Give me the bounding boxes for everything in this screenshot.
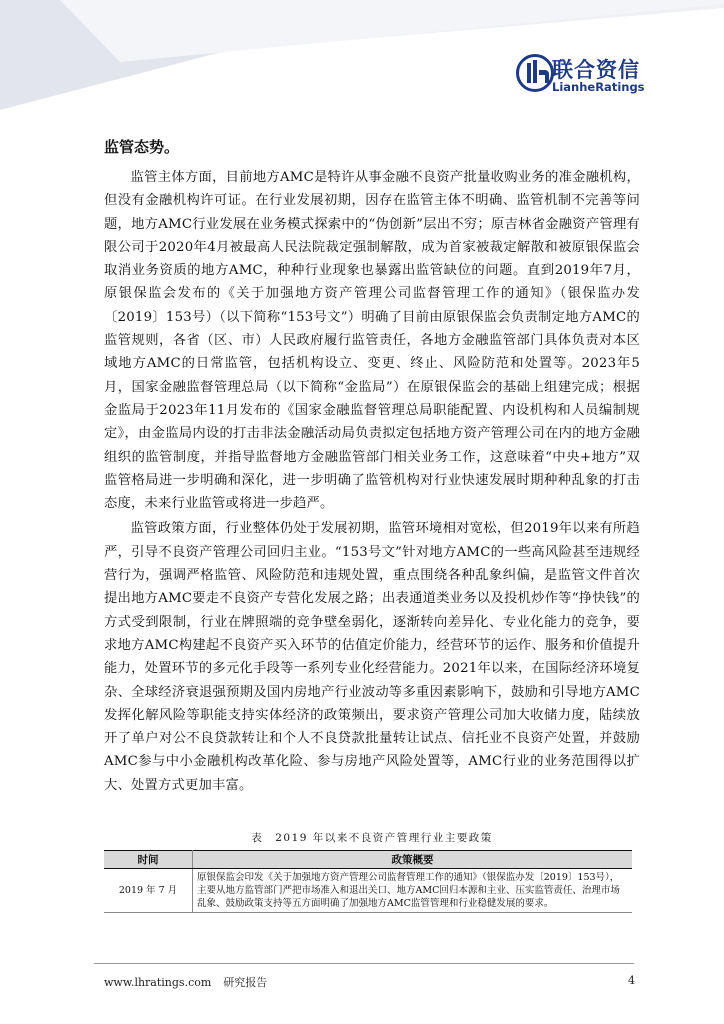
paragraph-regulatory-subject: 监管主体方面，目前地方AMC是特许从事金融不良资产批量收购业务的准金融机构，但没有金融机构许可证。在行业发展初期，因存在监管主体不明确、监管机制不完善等问题，地方AMC行业发展在业务模式探索中的“伪创新”层出不穷；原吉林省金融资产管理有限公司于2020年4月被最高人民法院裁定强制解散，成为首家被裁定解散和被原银保监会取消业务资质的地方AMC，种种行业现象也暴露出监管缺位的问题。直到2019年7月，原银保监会发布的《关于加强地方资产管理公司监督管理工作的通知》（银保监办发〔2019〕153号）（以下简称“153号文”）明确了目前由原银保监会负责制定地方AMC的监管规则，各省（区、市）人民政府履行监管责任，各地方金融监管部门具体负责对本区域地方AMC的日常监管，包括机构设立、变更、终止、风险防范和处置等。2023年5月，国家金融监督管理总局（以下简称“金监局”）在原银保监会的基础上组建完成；根据金监局于2023年11月发布的《国家金融监督管理总局职能配置、内设机构和人员编制规定》，由金监局内设的打击非法金融活动局负责拟定包括地方资产管理公司在内的地方金融组织的监管制度，并指导监督地方金融监管部门相关业务工作，这意味着“中央+地方”双监管格局进一步明确和深化，进一步明确了监管机构对行业快速发展时期种种乱象的打击态度，未来行业监管或将进一步趋严。 xyxy=(104,170,640,512)
table-caption: 表 2019 年以来不良资产管理行业主要政策 xyxy=(251,832,493,844)
table-cell-time: 2019 年 7 月 xyxy=(104,869,193,913)
footer-left xyxy=(104,974,267,990)
table-header-row xyxy=(104,851,632,869)
section-heading: 监管态势。 xyxy=(104,138,180,156)
footer-divider xyxy=(94,963,634,964)
footer-url[interactable]: www.lhratings.com xyxy=(104,976,212,989)
table-cell-summary: 原银保监会印发《关于加强地方资产管理公司监督管理工作的通知》（银保监办发〔2019〕153号），主要从地方监管部门严把市场准入和退出关口、地方AMC回归本源和主业、压实监管责任、治理市场乱象、鼓励政策支持等五方面明确了加强地方AMC监管管理和行业稳健发展的要求。 xyxy=(193,869,633,913)
page-number: 4 xyxy=(628,974,635,987)
table-row xyxy=(104,869,632,913)
main-content xyxy=(104,134,640,797)
logo-english-name: LianheRatings xyxy=(552,80,645,94)
logo-chinese-name: 联合资信 xyxy=(552,58,640,82)
policy-table xyxy=(104,850,632,913)
column-header-time: 时间 xyxy=(104,851,193,869)
column-header-summary: 政策概要 xyxy=(193,851,633,869)
paragraph-regulatory-policy: 监管政策方面，行业整体仍处于发展初期，监管环境相对宽松，但2019年以来有所趋严，引导不良资产管理公司回归主业。“153号文”针对地方AMC的一些高风险甚至违规经营行为，强调严格监管、风险防范和违规处置，重点围绕各种乱象纠偏，是监管文件首次提出地方AMC要走不良资产专营化发展之路；出表通道类业务以及投机炒作等“挣快钱”的方式受到限制，行业在牌照端的竞争壁垒弱化，逐渐转向差异化、专业化能力的竞争，要求地方AMC构建起不良资产买入环节的估值定价能力，经营环节的运作、服务和价值提升能力，处置环节的多元化手段等一系列专业化经营能力。2021年以来，在国际经济环境复杂、全球经济衰退强预期及国内房地产行业波动等多重因素影响下，鼓励和引导地方AMC发挥化解风险等职能支持实体经济的政策频出，要求资产管理公司加大收储力度，陆续放开了单户对公不良贷款转让和个人不良贷款批量转让试点、信托业不良资产处置，并鼓励AMC参与中小金融机构改革化险、参与房地产风险处置等，AMC行业的业务范围得以扩大、处置方式更加丰富。 xyxy=(104,521,640,793)
footer-doc-type: 研究报告 xyxy=(223,976,268,989)
